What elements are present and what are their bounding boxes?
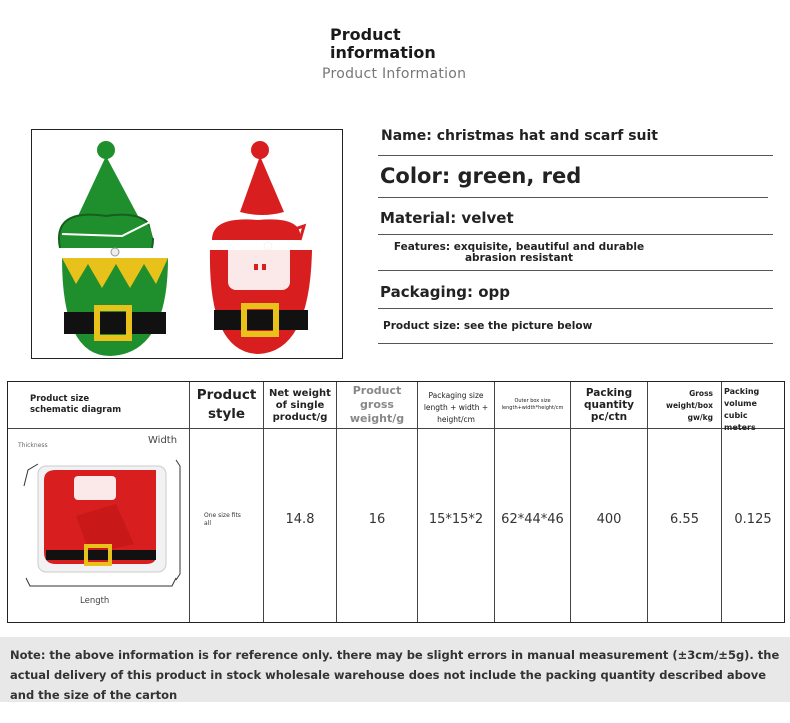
info-color-row <box>378 164 768 198</box>
cell-gross-box: 6.55 <box>670 512 699 527</box>
hdr-style: Product style <box>196 387 257 422</box>
info-packaging-row <box>378 283 773 309</box>
page-title: Product information <box>330 25 436 62</box>
col-volume <box>722 382 784 622</box>
diagram-width-label: Width <box>148 435 178 446</box>
info-size-note: Product size: see the picture below <box>383 320 593 332</box>
col-net-weight <box>264 382 337 622</box>
col-gross-box <box>648 382 722 622</box>
hdr-schematic: Product size schematic diagram <box>30 394 122 415</box>
info-material-row <box>378 209 773 235</box>
col-packing-quantity <box>571 382 648 622</box>
cell-gross-weight: 16 <box>368 512 386 527</box>
col-outer-box <box>495 382 571 622</box>
info-features: Features: exquisite, beautiful and durable abrasion resistant <box>393 241 645 264</box>
cell-volume: 0.125 <box>734 512 772 527</box>
hdr-gross-box: Gross weight/box gw/kg <box>666 389 713 422</box>
info-features-row <box>378 242 773 271</box>
info-color: Color: green, red <box>380 164 582 188</box>
hdr-gross-weight: Product gross weight/g <box>349 384 405 425</box>
red-santa-set <box>210 141 312 354</box>
info-material: Material: velvet <box>380 209 514 227</box>
note-text: Note: the above information is for reference only. there may be slight errors in manual measurement (±3cm/±5g). the actual delivery of this product in stock wholesale warehouse does not include the packing quantity described above and the size of the carton <box>10 648 780 702</box>
info-name-row <box>378 128 773 156</box>
info-size-row <box>378 320 773 344</box>
product-photo <box>31 129 343 359</box>
diagram-length-label: Length <box>80 596 110 606</box>
cell-outer-box: 62*44*46 <box>501 512 564 527</box>
green-elf-set <box>59 141 168 356</box>
cell-net-weight: 14.8 <box>285 512 315 527</box>
spec-table <box>7 381 785 623</box>
hat-scarf-illustration <box>32 130 343 359</box>
hdr-net-weight: Net weight of single product/g <box>269 388 331 423</box>
diagram-thickness-label: Thickness <box>18 442 48 449</box>
col-packaging-size <box>418 382 495 622</box>
col-style <box>190 382 264 622</box>
hdr-volume: Packing volume cubic meters <box>724 387 760 432</box>
hdr-packing-quantity: Packing quantity pc/ctn <box>583 387 635 423</box>
cell-packaging-size: 15*15*2 <box>428 512 484 527</box>
cell-style: One size fits all <box>204 512 241 527</box>
hdr-packaging-size: Packaging size length + width + height/cm <box>423 391 489 424</box>
info-name: Name: christmas hat and scarf suit <box>381 128 658 144</box>
cell-packing-quantity: 400 <box>596 512 622 527</box>
col-gross-weight <box>337 382 418 622</box>
info-packaging: Packaging: opp <box>380 283 510 301</box>
disclaimer-note <box>0 637 790 702</box>
page-subtitle: Product Information <box>322 66 467 82</box>
hdr-outer-box: Outer box size length+width*height/cm <box>501 398 564 411</box>
size-diagram <box>16 446 186 594</box>
col-schematic <box>8 382 190 622</box>
